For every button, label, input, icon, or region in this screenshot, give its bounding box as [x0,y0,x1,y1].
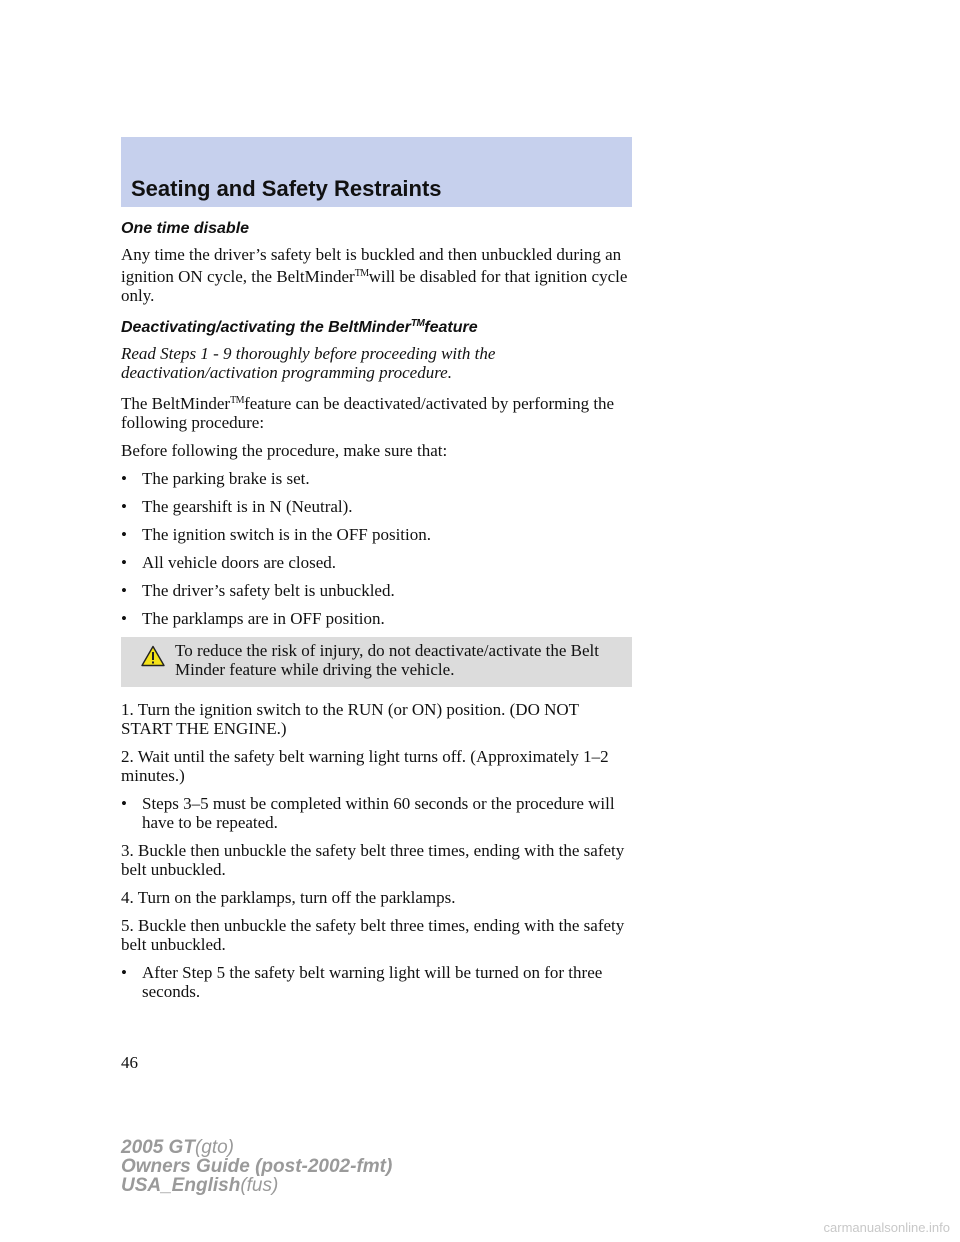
bullet: • [121,794,127,813]
footer-line [121,1138,392,1157]
bullet: • [121,581,127,600]
list-item-text: The parklamps are in OFF position. [142,609,385,628]
section-title: Seating and Safety Restraints [131,176,442,201]
trademark-mark: TM [410,318,425,329]
text-run: feature can be deactivated/activated by performing the following procedure: [121,394,615,432]
text-run: The BeltMinder [121,394,231,413]
list-item-text: The parking brake is set. [142,469,310,488]
list-item-text: The ignition switch is in the OFF position. [142,525,432,544]
text-run: Deactivating/activating the BeltMinder [121,319,411,336]
warning-box [121,637,632,687]
footer-model: 2005 GT [121,1137,195,1158]
list-item [121,525,632,544]
warning-text: To reduce the risk of injury, do not deactivate/activate the Belt Minder feature while driving the vehicle. [175,641,599,679]
document-footer [121,1138,392,1195]
pre-list-text: Before following the procedure, make sure that: [121,441,448,460]
footer-language-code: (fus) [240,1175,279,1196]
list-item-text: Steps 3–5 must be completed within 60 seconds or the procedure will have to be repeated. [142,794,615,832]
list-item-text: The driver’s safety belt is unbuckled. [142,581,395,600]
site-watermark: carmanualsonline.info [823,1220,950,1235]
heading-one-time-disable: One time disable [121,220,250,237]
step-2: 2. Wait until the safety belt warning light turns off. (Approximately 1–2 minutes.) [121,747,609,785]
list-item [121,581,632,600]
paragraph-one-time-disable [121,245,632,305]
heading-deactivating [121,314,632,337]
list-item [121,963,632,1001]
list-item-text: The gearshift is in N (Neutral). [142,497,353,516]
warning-triangle-icon [141,645,165,667]
step-1: 1. Turn the ignition switch to the RUN (or ON) position. (DO NOT START THE ENGINE.) [121,700,579,738]
trademark-mark: TM [230,395,245,406]
bullet: • [121,553,127,572]
footer-language: USA_English [121,1175,241,1196]
list-item-text: After Step 5 the safety belt warning light will be turned on for three seconds. [142,963,603,1001]
step-3: 3. Buckle then unbuckle the safety belt three times, ending with the safety belt unbuckled. [121,841,625,879]
step-5: 5. Buckle then unbuckle the safety belt three times, ending with the safety belt unbuckled. [121,916,625,954]
section-header [121,137,632,207]
bullet: • [121,609,127,628]
bullet: • [121,525,127,544]
text-run: will be disabled for that ignition cycle only. [121,267,628,305]
bullet: • [121,497,127,516]
list-item [121,469,632,488]
result-note-list [121,963,632,1001]
footer-line [121,1157,392,1176]
footer-guide-name: Owners Guide (post-2002-fmt) [121,1156,393,1177]
page-number: 46 [121,1053,138,1072]
list-item [121,609,632,628]
paragraph-feature [121,391,632,432]
trademark-mark: TM [354,268,369,279]
page-content [121,219,632,1010]
text-run: Any time the driver’s safety belt is buckled and then unbuckled during an ignition ON cycle, the BeltMinder [121,245,622,286]
bullet: • [121,469,127,488]
list-item [121,794,632,832]
list-item [121,497,632,516]
list-item [121,553,632,572]
precondition-list [121,469,632,628]
text-run: feature [424,319,478,336]
footer-model-code: (gto) [194,1137,235,1158]
bullet: • [121,963,127,982]
list-item-text: All vehicle doors are closed. [142,553,337,572]
footer-line [121,1176,392,1195]
timing-note-list [121,794,632,832]
intro-note: Read Steps 1 - 9 thoroughly before proceeding with the deactivation/activation programming procedure. [121,344,496,382]
step-4: 4. Turn on the parklamps, turn off the parklamps. [121,888,456,907]
